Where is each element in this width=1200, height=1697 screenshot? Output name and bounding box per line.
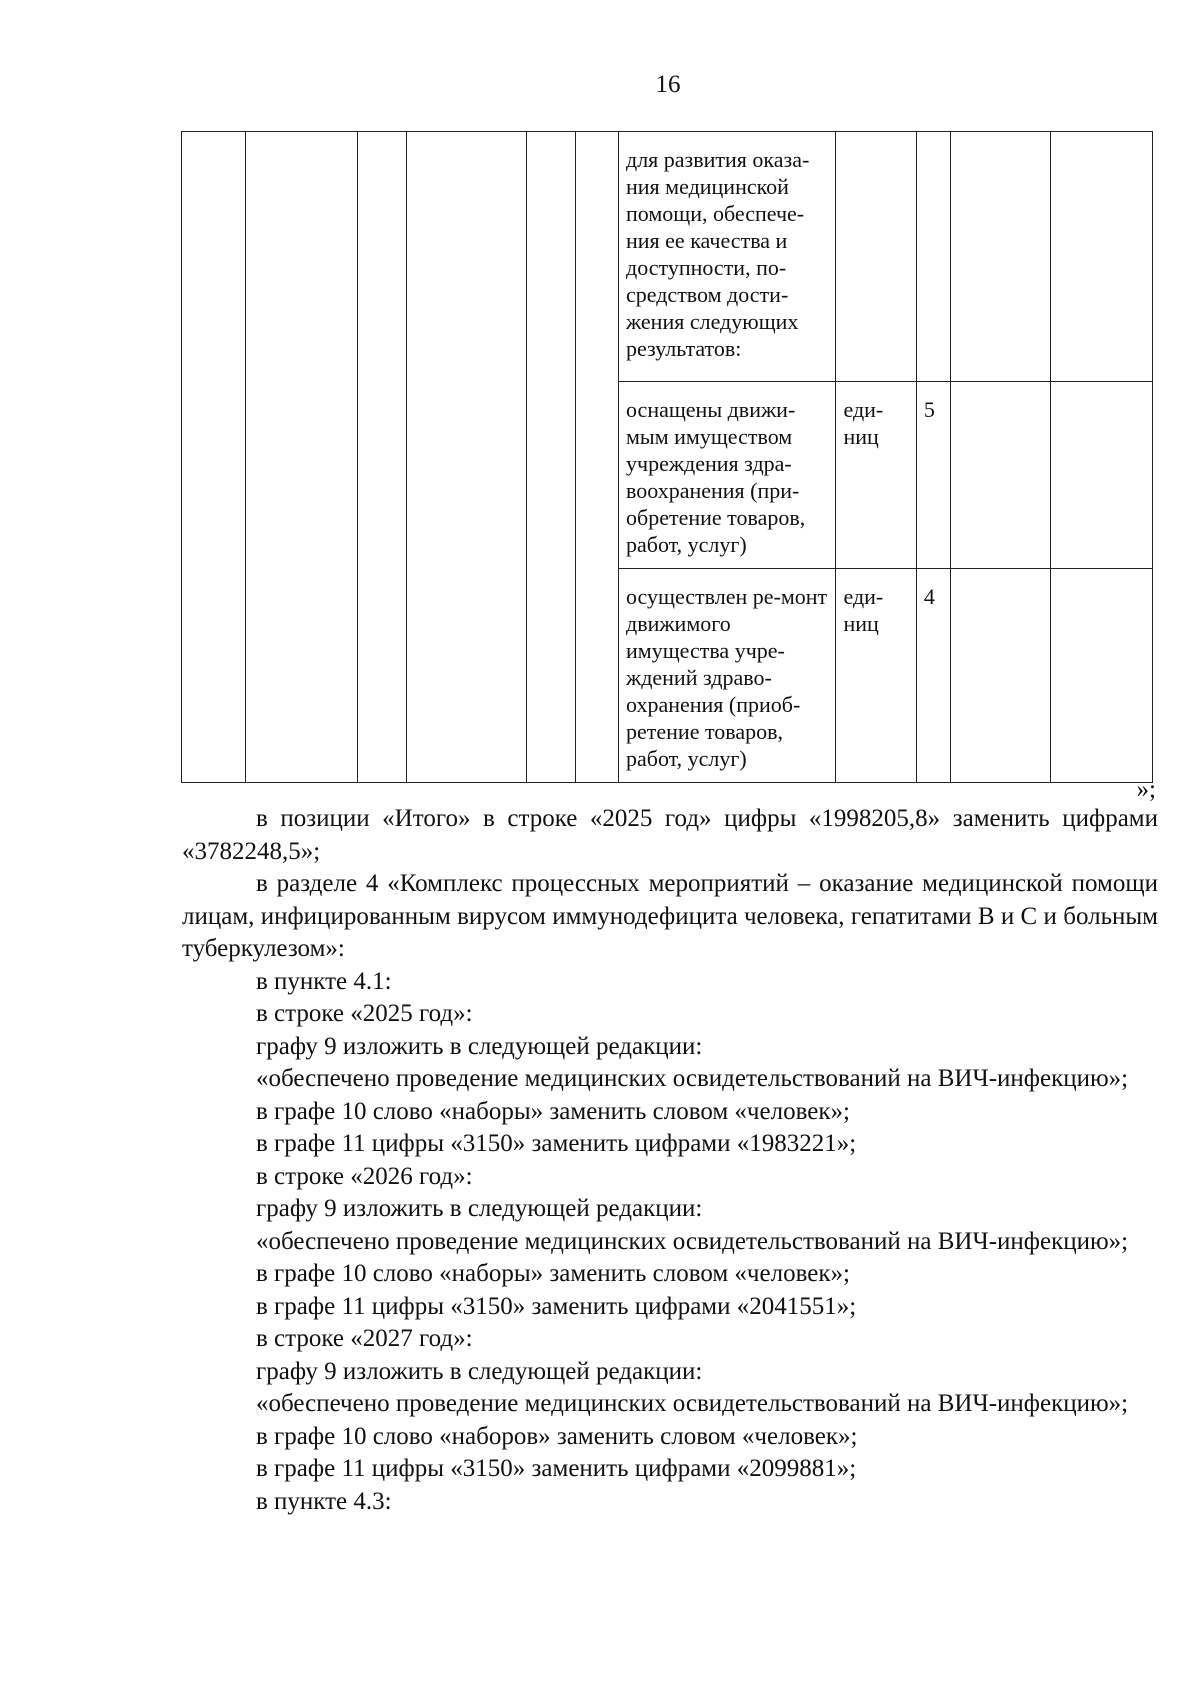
paragraph: в строке «2026 год»: [256,1162,473,1190]
result-description-cell: осуществлен ре-монт движимого имущества учре-ждений здраво-охранения (приоб-ретение товаров, работ, услуг) [619,569,836,783]
table-cell [358,132,406,783]
table-cell [950,132,1050,382]
paragraph: в графе 11 цифры «3150» заменить цифрами «1983221»; [256,1130,857,1157]
value-cell: 4 [916,569,950,783]
table-cell [1050,569,1152,783]
paragraph: «обеспечено проведение медицинских освидетельствований на ВИЧ-инфекцию»; [256,1065,1129,1092]
closing-quote: »; [1136,776,1156,803]
paragraph: в строке «2027 год»: [256,1325,473,1352]
unit-cell [836,132,916,382]
value-cell: 5 [916,382,950,569]
table-cell [182,132,246,783]
paragraph: в пункте 4.3: [256,1487,392,1515]
paragraph: в графе 10 слово «наборы» заменить словом «человек»; [256,1097,850,1125]
table-cell [527,132,575,783]
paragraph: в разделе 4 «Комплекс процессных мероприятий – оказание медицинской помощи лицам, инфицированным вирусом иммунодефицита человека, гепатитами В и С и больным туберкулезом»: [182,870,1158,962]
paragraph: в позиции «Итого» в строке «2025 год» цифры «1998205,8» заменить цифрами «3782248,5»; [182,805,1158,865]
paragraph: в графе 11 цифры «3150» заменить цифрами «2041551»; [256,1292,857,1320]
result-description-cell: оснащены движи-мым имуществом учреждения здра-воохранения (при-обретение товаров, работ, услуг) [619,382,836,569]
table-cell [950,382,1050,569]
table-cell [406,132,527,783]
paragraph: графу 9 изложить в следующей редакции: [256,1357,703,1385]
paragraph: в строке «2025 год»: [256,1000,473,1027]
unit-cell: еди-ниц [836,382,916,569]
table-row [182,132,1153,382]
amendment-table [181,131,1153,783]
table-cell [1050,382,1152,569]
paragraph: в графе 11 цифры «3150» заменить цифрами «2099881»; [256,1455,857,1482]
table-cell [575,132,618,783]
result-description-cell: для развития оказа-ния медицинской помощи, обеспече-ния ее качества и доступности, по-средством дости-жения следующих результатов: [619,132,836,382]
paragraph: в пункте 4.1: [256,967,392,995]
paragraph: графу 9 изложить в следующей редакции: [256,1195,703,1222]
table-cell [950,569,1050,783]
table-cell [1050,132,1152,382]
paragraph: в графе 10 слово «наборы» заменить словом «человек»; [256,1260,850,1287]
body-text [182,803,1158,1518]
unit-cell: еди-ниц [836,569,916,783]
page-number: 16 [655,71,681,98]
paragraph: «обеспечено проведение медицинских освидетельствований на ВИЧ-инфекцию»; [256,1227,1129,1255]
value-cell [916,132,950,382]
paragraph: «обеспечено проведение медицинских освидетельствований на ВИЧ-инфекцию»; [256,1390,1129,1417]
table-cell [245,132,357,783]
paragraph: графу 9 изложить в следующей редакции: [256,1032,703,1060]
paragraph: в графе 10 слово «наборов» заменить словом «человек»; [256,1422,858,1450]
